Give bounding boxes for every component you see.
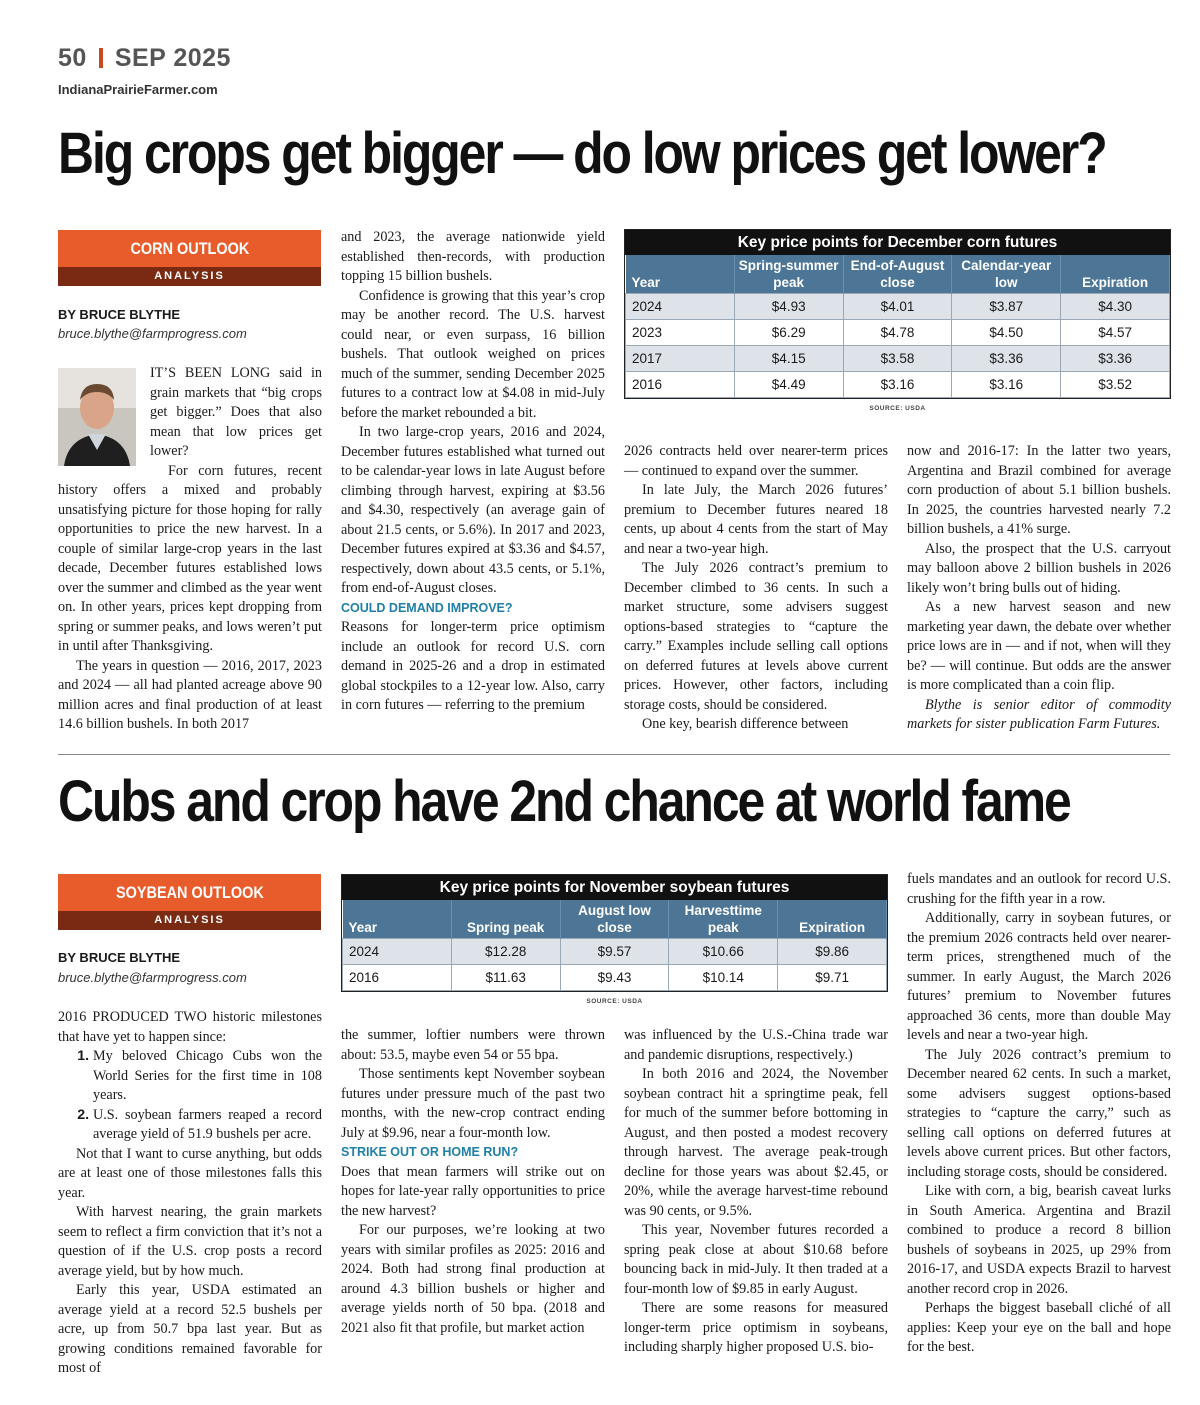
article2-column-2 (341, 1026, 605, 1338)
table-cell: $11.63 (451, 965, 560, 991)
table-header: Expiration (778, 900, 887, 939)
table-cell: $4.93 (734, 294, 843, 320)
table-row (626, 346, 1170, 372)
table-cell: 2016 (343, 965, 452, 991)
table-cell: $3.36 (1061, 346, 1170, 372)
table-cell: $3.52 (1061, 372, 1170, 398)
table-cell: $4.30 (1061, 294, 1170, 320)
article2-p2: With harvest nearing, the grain markets seem to reflect a firm conviction that it’s not a question of if the U.S. crop posts a record average yield, but by how much. (58, 1204, 322, 1279)
corn-table-source: SOURCE: USDA (869, 405, 926, 412)
article2-lead-caps: 2016 PRODUCED TWO (58, 1009, 207, 1025)
article2-p6-cont: was influenced by the U.S.-China trade war and pandemic disruptions, respectively.) (624, 1027, 888, 1063)
table-cell: $3.16 (952, 372, 1061, 398)
article2-lead: historic milestones that have yet to happen since: (58, 1009, 322, 1045)
article1-column-2 (341, 228, 605, 716)
article2-p11: The July 2026 contract’s premium to December neared 62 cents. In such a market, some advisers suggest options-based strategies to “capture the carry,” such as selling call options on deferred futures at levels above current prices. But other factors, including storage costs, should be considered. (907, 1046, 1171, 1180)
label-sub: ANALYSIS (58, 267, 321, 286)
article2-subhead: STRIKE OUT OR HOME RUN? (341, 1145, 519, 1159)
article1-column-4 (907, 442, 1171, 735)
table-cell: 2024 (626, 294, 735, 320)
table-cell: $6.29 (734, 320, 843, 346)
article2-p3: Early this year, USDA estimated an average yield at a record 52.5 bushels per acre, up from 50.7 bpa last year. But as growing conditions remained favorable for most of (58, 1282, 322, 1376)
article2-p4: Those sentiments kept November soybean futures under pressure much of the past two months, with the new-crop contract ending July at $9.96, near a four-month low. (341, 1066, 605, 1141)
page-header (58, 44, 231, 73)
article1-p2-cont: and 2023, the average nationwide yield established then-records, with production topping 15 billion bushels. (341, 229, 605, 284)
article2-p9-cont: fuels mandates and an outlook for record U.S. crushing for the fifth year in a row. (907, 871, 1171, 907)
article1-p3: Confidence is growing that this year’s crop may be another record. The U.S. harvest could near, or even surpass, 16 billion bushels. That outlook weighed on prices much of the summer, sending December 2025 futures to a contract low at $4.08 in mid-July before the market rebounded a bit. (341, 287, 605, 421)
table-cell: $10.66 (669, 939, 778, 965)
soybean-table-source: SOURCE: USDA (586, 998, 643, 1005)
article1-p10: As a new harvest season and new marketing year dawn, the debate over whether price lows are in — and if not, when will they be? — will continue. But odds are the answer is more complicated than a coin flip. (907, 599, 1171, 693)
label-title: CORN OUTLOOK (130, 239, 249, 258)
soybean-table-block (341, 874, 888, 1005)
article1-p5-cont: 2026 contracts held over nearer-term prices — continued to expand over the summer. (624, 443, 888, 479)
article1-p8-cont: now and 2016-17: In the latter two years, Argentina and Brazil combined for average corn production of about 5.1 billion bushels. In 2025, the countries harvested nearly 7.2 billion bushels, a 41% surge. (907, 443, 1171, 537)
article1-p1: For corn futures, recent history offers a mixed and probably unsatisfying picture for those hoping for rally opportunities to price the new harvest. In a couple of similar large-crop years in the last decade, December futures established lows over the summer and climbed as the year went on. In other years, prices kept dropping from spring or summer peaks, and lows weren’t put in until after Thanksgiving. (58, 462, 322, 654)
article1-lead-caps: IT’S BEEN LONG (150, 365, 271, 381)
table-cell: $4.78 (843, 320, 952, 346)
article1-subhead: COULD DEMAND IMPROVE? (341, 600, 513, 615)
article1-credit: Blythe is senior editor of commodity markets for sister publication Farm Futures. (907, 696, 1171, 732)
article2-p3-cont: the summer, loftier numbers were thrown about: 53.5, maybe even 54 or 55 bpa. (341, 1027, 605, 1063)
article1-p4: In two large-crop years, 2016 and 2024, December futures established what turned out to be calendar-year lows in late August before climbing through harvest, expiring at $3.56 and $4.30, respectively (an average gain of about 21.5 cents, or 5.6%). In 2017 and 2023, December futures expired at $3.36 and $4.57, respectively, down about 43.5 cents, or 5.1%, from end-of-August closes. (341, 424, 605, 596)
table-cell: $4.49 (734, 372, 843, 398)
article2-p8: This year, November futures recorded a spring peak close at about $10.68 before bouncing back in mid-July. It then traded at a four-month low of $9.85 in early August. (624, 1222, 888, 1297)
table-header: Year (343, 900, 452, 939)
soybean-price-table (342, 900, 887, 991)
corn-table-title: Key price points for December corn futures (625, 230, 1170, 255)
table-cell: 2017 (626, 346, 735, 372)
list-item: 1. My beloved Chicago Cubs won the World Series for the first time in 108 years. (93, 1047, 322, 1106)
article-divider (58, 754, 1170, 755)
corn-outlook-label (58, 230, 321, 286)
article1-p2: The years in question — 2016, 2017, 2023 and 2024 — all had planted acreage above 90 million acres and final production of at least 14.6 billion bushels. In both 2017 (58, 657, 322, 732)
corn-table-block (624, 229, 1171, 412)
article2-column-4 (907, 870, 1171, 1358)
article2-p12: Like with corn, a big, bearish caveat lurks in South America. Argentina and Brazil combined to produce a record 8 billion bushels of soybeans in 2025, up 29% from 2016-17, and USDA expects Brazil to harvest another record crop in 2026. (907, 1183, 1171, 1297)
article1-p6: In late July, the March 2026 futures’ premium to December futures neared 18 cents, up about 4 cents from the start of May and near a two-year high. (624, 482, 888, 557)
table-cell: $9.86 (778, 939, 887, 965)
table-cell: 2023 (626, 320, 735, 346)
soybean-table-title: Key price points for November soybean futures (342, 875, 887, 900)
article2-p10: Additionally, carry in soybean futures, or the premium 2026 contracts held over nearer-term prices, strengthened much of the summer. In early August, the March 2026 futures’ premium to November futures approached 36 cents, more than double May levels and near a two-year high. (907, 910, 1171, 1043)
table-cell: $10.14 (669, 965, 778, 991)
table-cell: $3.58 (843, 346, 952, 372)
article1-p5: Reasons for longer-term price optimism include an outlook for record U.S. corn demand in 2025-26 and a drop in estimated global stockpiles to a 12-year low. Also, carry in corn futures — referring to the premium (341, 619, 605, 713)
table-cell: $3.87 (952, 294, 1061, 320)
list-item: 2. U.S. soybean farmers reaped a record average yield of 51.9 bushels per acre. (93, 1106, 322, 1145)
article1-p9: Also, the prospect that the U.S. carryout may balloon above 2 billion bushels in 2026 likely won’t bring bulls out of hiding. (907, 540, 1171, 596)
table-header: August low close (560, 900, 669, 939)
issue-date: SEP 2025 (114, 44, 231, 72)
table-cell: $9.57 (560, 939, 669, 965)
table-header: Calendar-year low (952, 255, 1061, 294)
article2-p7: In both 2016 and 2024, the November soybean contract hit a springtime peak, fell for much of the summer before bottoming in August, and then posted a modest recovery through harvest. The average peak-trough decline for those years was about $2.45, or 20%, while the average harvest-time rebound was 90 cents, or 9.5%. (624, 1066, 888, 1219)
header-divider (99, 48, 103, 68)
article2-column-3 (624, 1026, 888, 1358)
table-cell: 2016 (626, 372, 735, 398)
table-row (343, 965, 887, 991)
article2-byline: BY BRUCE BLYTHE (58, 950, 181, 965)
table-cell: $9.71 (778, 965, 887, 991)
table-row (343, 939, 887, 965)
author-photo (58, 368, 136, 466)
article1-email[interactable]: bruce.blythe@farmprogress.com (58, 326, 247, 341)
article2-column-1 (58, 1008, 322, 1379)
article2-p1: Not that I want to curse anything, but odds are at least one of those milestones falls this year. (58, 1145, 322, 1201)
table-row (626, 320, 1170, 346)
article1-headline: Big crops get bigger — do low prices get lower? (58, 121, 1106, 186)
article2-email[interactable]: bruce.blythe@farmprogress.com (58, 970, 247, 985)
table-cell: $4.57 (1061, 320, 1170, 346)
site-url[interactable]: IndianaPrairieFarmer.com (58, 82, 218, 97)
article2-p6: For our purposes, we’re looking at two years with similar profiles as 2025: 2016 and 2024. Both had strong final production at around 4.3 billion bushels or higher and average yields north of 50 bpa. (2018 and 2021 also fit that profile, but market action (341, 1222, 605, 1336)
article2-p13: Perhaps the biggest baseball cliché of all applies: Keep your eye on the ball and hope for the best. (907, 1300, 1171, 1355)
table-cell: $4.15 (734, 346, 843, 372)
table-cell: 2024 (343, 939, 452, 965)
table-cell: $9.43 (560, 965, 669, 991)
table-row (626, 294, 1170, 320)
table-header: Spring peak (451, 900, 560, 939)
table-header: Spring-summer peak (734, 255, 843, 294)
milestones-list (58, 1047, 322, 1145)
article1-p7: The July 2026 contract’s premium to December climbed to 36 cents. In such a market structure, some advisers suggest options-based strategies to “capture the carry.” Examples include selling call options on deferred futures at levels above current prices. However, other factors, including storage costs, should be considered. (624, 560, 888, 713)
article1-column-3 (624, 442, 888, 735)
table-cell: $4.50 (952, 320, 1061, 346)
table-header: Year (626, 255, 735, 294)
article1-p8: One key, bearish difference between (642, 716, 849, 732)
table-cell: $3.36 (952, 346, 1061, 372)
soybean-outlook-label (58, 874, 321, 930)
table-row (626, 372, 1170, 398)
label-sub: ANALYSIS (58, 911, 321, 930)
table-header: Expiration (1061, 255, 1170, 294)
article2-p9: There are some reasons for measured longer-term price optimism in soybeans, including sharply higher proposed U.S. bio- (624, 1300, 888, 1355)
article2-headline: Cubs and crop have 2nd chance at world fame (58, 769, 1070, 834)
table-cell: $12.28 (451, 939, 560, 965)
article1-column-1 (58, 364, 322, 735)
table-header: End-of-August close (843, 255, 952, 294)
article2-p5: Does that mean farmers will strike out on hopes for late-year rally opportunities to price the new harvest? (341, 1163, 605, 1219)
page-number: 50 (58, 44, 87, 72)
corn-price-table (625, 255, 1170, 398)
table-header: Harvesttime peak (669, 900, 778, 939)
label-title: SOYBEAN OUTLOOK (115, 883, 264, 902)
table-cell: $3.16 (843, 372, 952, 398)
article1-lead: said in grain markets that “big crops get bigger.” Does that also mean that low prices get lower? (150, 365, 322, 459)
article1-byline: BY BRUCE BLYTHE (58, 307, 181, 322)
table-cell: $4.01 (843, 294, 952, 320)
